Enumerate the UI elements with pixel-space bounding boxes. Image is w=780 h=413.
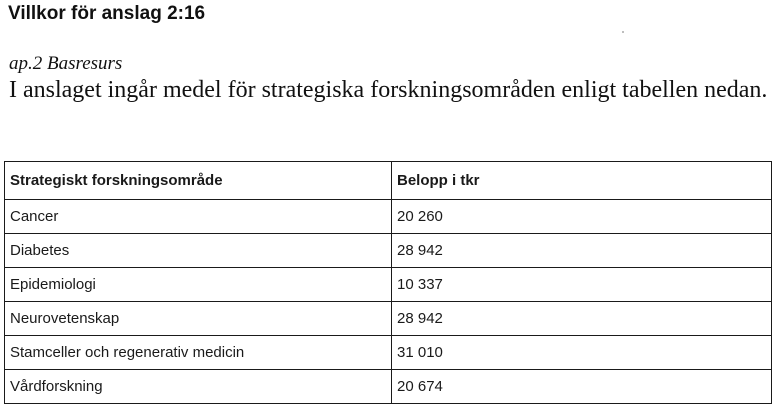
table-header-row [5, 162, 772, 200]
column-header-research-area: Strategiskt forskningsområde [5, 162, 392, 200]
table-row [5, 200, 772, 234]
research-area-cell: Stamceller och regenerativ medicin [5, 336, 392, 370]
table-row [5, 268, 772, 302]
amount-cell: 20 674 [392, 370, 772, 404]
table-row [5, 234, 772, 268]
research-area-cell: Epidemiologi [5, 268, 392, 302]
research-area-cell: Cancer [5, 200, 392, 234]
research-area-cell: Vårdforskning [5, 370, 392, 404]
section-subheading: ap.2 Basresurs [9, 53, 123, 74]
body-paragraph: I anslaget ingår medel för strategiska forskningsområden enligt tabellen nedan. [9, 77, 768, 103]
column-header-amount: Belopp i tkr [392, 162, 772, 200]
research-area-cell: Diabetes [5, 234, 392, 268]
amount-cell: 10 337 [392, 268, 772, 302]
amount-cell: 20 260 [392, 200, 772, 234]
table-row [5, 370, 772, 404]
amount-cell: 28 942 [392, 234, 772, 268]
amount-cell: 28 942 [392, 302, 772, 336]
amount-cell: 31 010 [392, 336, 772, 370]
research-area-cell: Neurovetenskap [5, 302, 392, 336]
table-row [5, 336, 772, 370]
scan-speck [622, 31, 624, 33]
page-title: Villkor för anslag 2:16 [8, 3, 206, 24]
research-areas-table [4, 161, 772, 404]
table-row [5, 302, 772, 336]
